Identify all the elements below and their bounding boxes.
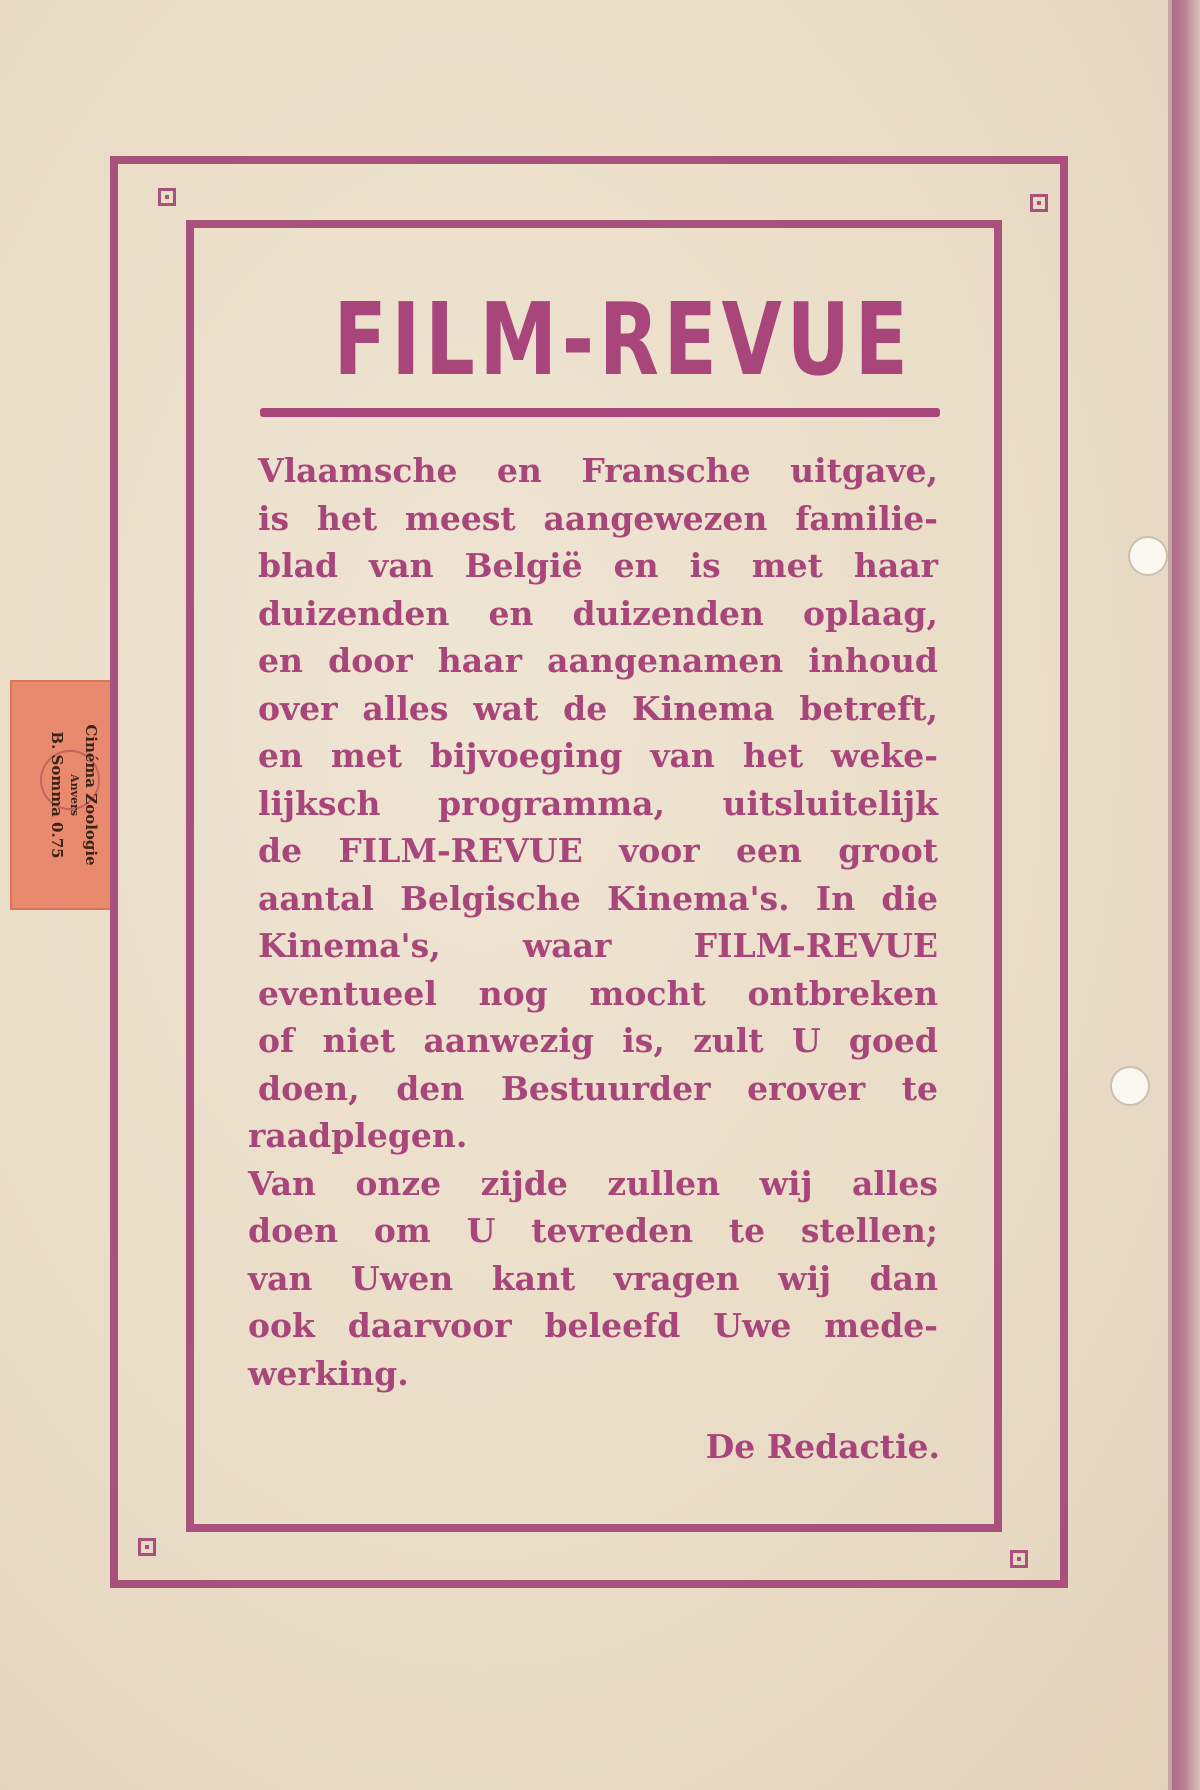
corner-ornament-icon (1010, 1550, 1028, 1568)
punch-hole-upper (1128, 536, 1168, 576)
corner-ornament-icon (1030, 194, 1048, 212)
advert-body-line: duizenden en duizenden oplaag, (258, 593, 938, 633)
ticket-cinema-name: Cinéma Zoologie (82, 724, 100, 866)
advert-body-line: is het meest aangewezen familie- (258, 498, 938, 538)
ticket-price: B. Somma 0.75 (48, 731, 66, 859)
advert-body-line: lijksch programma, uitsluitelijk (258, 783, 938, 823)
advert-body-line: en met bijvoeging van het weke- (258, 736, 938, 775)
advert-body-line: van Uwen kant vragen wij dan (248, 1258, 938, 1298)
advert-body-line: doen om U tevreden te stellen; (248, 1211, 938, 1250)
advert-body-line: doen, den Bestuurder erover te (258, 1068, 938, 1108)
advert-body-line: de FILM-REVUE voor een groot (258, 831, 938, 870)
binding-strip (1172, 0, 1200, 1790)
advert-body-line: blad van België en is met haar (258, 546, 938, 585)
advert-body-line: werking. (248, 1353, 409, 1393)
advert-body-line: raadplegen. (248, 1116, 468, 1155)
ticket-city: Anvers (68, 774, 81, 816)
advert-body-line: Vlaamsche en Fransche uitgave, (258, 451, 938, 490)
cinema-ticket-stub (10, 680, 112, 910)
ticket-text (21, 690, 101, 900)
punch-hole-lower (1110, 1066, 1150, 1106)
advert-body-line: eventueel nog mocht ontbreken (258, 973, 938, 1013)
advert-body-line: Van onze zijde zullen wij alles (248, 1163, 938, 1203)
advert-body-line: en door haar aangenamen inhoud (258, 641, 938, 680)
title-underline (260, 408, 940, 417)
advert-signature: De Redactie. (705, 1427, 940, 1466)
advert-body-line: of niet aanwezig is, zult U goed (258, 1021, 938, 1060)
advert-body-line: over alles wat de Kinema betreft, (258, 688, 938, 728)
advert-title: FILM-REVUE (333, 281, 913, 398)
advert-body-line: aantal Belgische Kinema's. In die (258, 878, 938, 918)
corner-ornament-icon (158, 188, 176, 206)
advert-body-line: ook daarvoor beleefd Uwe mede- (248, 1306, 938, 1345)
advert-body-line: Kinema's, waar FILM-REVUE (258, 926, 938, 965)
corner-ornament-icon (138, 1538, 156, 1556)
